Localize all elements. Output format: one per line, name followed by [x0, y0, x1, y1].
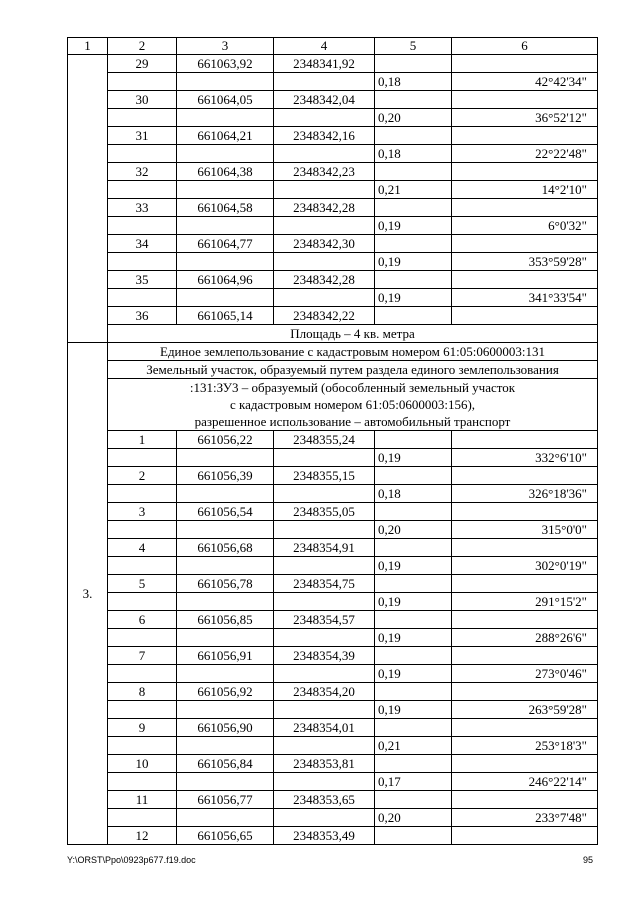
empty-cell [375, 91, 452, 109]
point-row [68, 755, 598, 773]
coordinate-y: 2348355,05 [274, 503, 375, 521]
segment-angle: 341°33'54" [452, 289, 598, 307]
empty-cell [375, 271, 452, 289]
column-header: 5 [375, 38, 452, 55]
segment-row [68, 181, 598, 199]
point-row [68, 827, 598, 845]
segment-distance: 0,21 [375, 737, 452, 755]
point-row [68, 719, 598, 737]
description-line: разрешенное использование – автомобильный транспорт [194, 414, 511, 429]
empty-cell [452, 539, 598, 557]
empty-cell [108, 809, 177, 827]
segment-angle: 36°52'12" [452, 109, 598, 127]
empty-cell [108, 593, 177, 611]
point-number: 36 [108, 307, 177, 325]
coordinate-y: 2348342,28 [274, 271, 375, 289]
point-number: 34 [108, 235, 177, 253]
segment-row [68, 485, 598, 503]
empty-cell [177, 73, 274, 91]
point-number: 29 [108, 55, 177, 73]
point-row [68, 611, 598, 629]
empty-cell [452, 55, 598, 73]
coordinate-x: 661064,05 [177, 91, 274, 109]
point-row [68, 271, 598, 289]
coordinate-x: 661056,78 [177, 575, 274, 593]
coordinate-x: 661056,65 [177, 827, 274, 845]
segment-row [68, 449, 598, 467]
coordinate-y: 2348342,16 [274, 127, 375, 145]
point-number: 12 [108, 827, 177, 845]
segment-angle: 273°0'46" [452, 665, 598, 683]
empty-cell [452, 575, 598, 593]
point-row [68, 575, 598, 593]
empty-cell [375, 791, 452, 809]
point-number: 6 [108, 611, 177, 629]
coordinate-x: 661056,39 [177, 467, 274, 485]
area-label: Площадь – 4 кв. метра [108, 325, 598, 343]
empty-cell [452, 127, 598, 145]
description-line: Земельный участок, образуемый путем раздела единого землепользования [108, 361, 597, 379]
point-row [68, 55, 598, 73]
segment-angle: 302°0'19" [452, 557, 598, 575]
segment-angle: 291°15'2" [452, 593, 598, 611]
segment-row [68, 289, 598, 307]
empty-cell [108, 253, 177, 271]
segment-angle: 22°22'48" [452, 145, 598, 163]
point-number: 31 [108, 127, 177, 145]
point-row [68, 163, 598, 181]
segment-angle: 288°26'6" [452, 629, 598, 647]
empty-cell [108, 737, 177, 755]
segment-row [68, 629, 598, 647]
empty-cell [375, 163, 452, 181]
segment-distance: 0,20 [375, 109, 452, 127]
segment-row [68, 737, 598, 755]
empty-cell [108, 109, 177, 127]
empty-cell [375, 719, 452, 737]
point-number: 11 [108, 791, 177, 809]
segment-distance: 0,19 [375, 557, 452, 575]
empty-cell [274, 485, 375, 503]
point-number: 3 [108, 503, 177, 521]
empty-cell [177, 217, 274, 235]
empty-cell [274, 809, 375, 827]
empty-cell [177, 521, 274, 539]
empty-cell [452, 163, 598, 181]
point-number: 8 [108, 683, 177, 701]
segment-row [68, 253, 598, 271]
segment-angle: 326°18'36" [452, 485, 598, 503]
coordinate-y: 2348354,20 [274, 683, 375, 701]
empty-cell [177, 557, 274, 575]
empty-cell [452, 791, 598, 809]
coordinate-y: 2348355,24 [274, 431, 375, 449]
coordinate-x: 661064,77 [177, 235, 274, 253]
coordinate-x: 661065,14 [177, 307, 274, 325]
coordinate-y: 2348355,15 [274, 467, 375, 485]
empty-cell [274, 521, 375, 539]
segment-distance: 0,19 [375, 449, 452, 467]
point-row [68, 683, 598, 701]
coordinate-x: 661056,90 [177, 719, 274, 737]
segment-distance: 0,21 [375, 181, 452, 199]
area-row [68, 325, 598, 343]
coordinate-y: 2348341,92 [274, 55, 375, 73]
empty-cell [375, 539, 452, 557]
point-row [68, 791, 598, 809]
empty-cell [452, 647, 598, 665]
coordinate-x: 661056,92 [177, 683, 274, 701]
empty-cell [274, 665, 375, 683]
empty-cell [452, 91, 598, 109]
coordinate-x: 661056,84 [177, 755, 274, 773]
empty-cell [452, 755, 598, 773]
segment-distance: 0,17 [375, 773, 452, 791]
empty-cell [177, 593, 274, 611]
point-row [68, 235, 598, 253]
point-row [68, 539, 598, 557]
segment-angle: 253°18'3" [452, 737, 598, 755]
empty-cell [177, 773, 274, 791]
empty-cell [108, 145, 177, 163]
empty-cell [452, 307, 598, 325]
segment-row [68, 773, 598, 791]
segment-row [68, 665, 598, 683]
empty-cell [274, 701, 375, 719]
point-row [68, 467, 598, 485]
empty-cell [274, 557, 375, 575]
segment-row [68, 809, 598, 827]
empty-cell [274, 73, 375, 91]
empty-cell [375, 307, 452, 325]
coordinate-x: 661064,38 [177, 163, 274, 181]
empty-cell [274, 449, 375, 467]
empty-cell [375, 127, 452, 145]
segment-row [68, 521, 598, 539]
empty-cell [375, 611, 452, 629]
empty-cell [108, 701, 177, 719]
coordinate-x: 661063,92 [177, 55, 274, 73]
empty-cell [452, 271, 598, 289]
coordinate-y: 2348342,04 [274, 91, 375, 109]
header-row [68, 38, 598, 55]
section-title: Единое землепользование с кадастровым номером 61:05:0600003:131 [108, 343, 598, 361]
empty-cell [452, 431, 598, 449]
empty-cell [177, 485, 274, 503]
segment-distance: 0,18 [375, 145, 452, 163]
empty-cell [274, 145, 375, 163]
segment-distance: 0,19 [375, 217, 452, 235]
empty-cell [274, 217, 375, 235]
segment-distance: 0,19 [375, 253, 452, 271]
point-number: 7 [108, 647, 177, 665]
page-number: 95 [583, 855, 594, 865]
empty-cell [177, 665, 274, 683]
coordinate-y: 2348342,22 [274, 307, 375, 325]
segment-distance: 0,19 [375, 289, 452, 307]
empty-cell [452, 235, 598, 253]
coordinate-x: 661056,91 [177, 647, 274, 665]
empty-cell [274, 593, 375, 611]
coordinates-table [67, 37, 598, 845]
coordinate-x: 661064,58 [177, 199, 274, 217]
coordinate-x: 661056,22 [177, 431, 274, 449]
column-header: 6 [452, 38, 598, 55]
coordinate-y: 2348342,23 [274, 163, 375, 181]
description-line: :131:ЗУ3 – образуемый (обособленный земельный участок [189, 380, 516, 395]
empty-cell [177, 737, 274, 755]
coordinate-y: 2348353,49 [274, 827, 375, 845]
point-number: 2 [108, 467, 177, 485]
empty-cell [274, 629, 375, 647]
segment-distance: 0,18 [375, 73, 452, 91]
empty-cell [177, 701, 274, 719]
segment-row [68, 145, 598, 163]
coordinate-y: 2348354,91 [274, 539, 375, 557]
point-row [68, 91, 598, 109]
coordinate-x: 661056,77 [177, 791, 274, 809]
coordinate-y: 2348353,81 [274, 755, 375, 773]
empty-cell [274, 109, 375, 127]
empty-cell [452, 467, 598, 485]
empty-cell [177, 289, 274, 307]
coordinate-x: 661056,68 [177, 539, 274, 557]
coordinate-x: 661056,54 [177, 503, 274, 521]
coordinate-y: 2348353,65 [274, 791, 375, 809]
empty-cell [108, 665, 177, 683]
empty-cell [375, 431, 452, 449]
coordinate-y: 2348354,75 [274, 575, 375, 593]
segment-angle: 332°6'10" [452, 449, 598, 467]
section-number: 3. [68, 343, 108, 845]
segment-angle: 353°59'28" [452, 253, 598, 271]
segment-angle: 14°2'10" [452, 181, 598, 199]
empty-cell [177, 109, 274, 127]
empty-cell [108, 773, 177, 791]
empty-cell [108, 521, 177, 539]
empty-cell [274, 737, 375, 755]
empty-cell [375, 503, 452, 521]
point-number: 5 [108, 575, 177, 593]
empty-cell [375, 199, 452, 217]
segment-angle: 315°0'0" [452, 521, 598, 539]
point-number: 32 [108, 163, 177, 181]
segment-row [68, 593, 598, 611]
point-number: 33 [108, 199, 177, 217]
empty-cell [108, 217, 177, 235]
point-row [68, 127, 598, 145]
empty-cell [274, 253, 375, 271]
coordinate-x: 661064,21 [177, 127, 274, 145]
coordinate-y: 2348342,30 [274, 235, 375, 253]
coordinate-y: 2348342,28 [274, 199, 375, 217]
segment-distance: 0,20 [375, 521, 452, 539]
point-row [68, 647, 598, 665]
point-number: 4 [108, 539, 177, 557]
empty-cell [375, 467, 452, 485]
empty-cell [375, 683, 452, 701]
description-line: с кадастровым номером 61:05:0600003:156), [229, 397, 476, 412]
empty-cell [177, 145, 274, 163]
point-row [68, 307, 598, 325]
section-description-row [68, 361, 598, 431]
file-path: Y:\ORST\Ppo\0923p677.f19.doc [67, 855, 196, 865]
coordinate-y: 2348354,01 [274, 719, 375, 737]
segment-angle: 42°42'34" [452, 73, 598, 91]
empty-cell [274, 773, 375, 791]
point-number: 1 [108, 431, 177, 449]
segment-row [68, 557, 598, 575]
empty-cell [108, 181, 177, 199]
coordinate-y: 2348354,39 [274, 647, 375, 665]
point-number: 35 [108, 271, 177, 289]
empty-cell [452, 611, 598, 629]
segment-angle: 263°59'28" [452, 701, 598, 719]
segment-distance: 0,19 [375, 665, 452, 683]
empty-cell [375, 235, 452, 253]
column-header: 4 [274, 38, 375, 55]
empty-cell [375, 827, 452, 845]
empty-cell [375, 55, 452, 73]
segment-angle: 6°0'32" [452, 217, 598, 235]
empty-cell [108, 557, 177, 575]
column-header: 2 [108, 38, 177, 55]
empty-cell [108, 485, 177, 503]
empty-cell [452, 199, 598, 217]
segment-distance: 0,20 [375, 809, 452, 827]
segment-angle: 233°7'48" [452, 809, 598, 827]
segment-distance: 0,18 [375, 485, 452, 503]
empty-cell [108, 73, 177, 91]
section-number-cell [68, 55, 108, 343]
segment-angle: 246°22'14" [452, 773, 598, 791]
empty-cell [177, 253, 274, 271]
coordinate-x: 661056,85 [177, 611, 274, 629]
empty-cell [274, 289, 375, 307]
coordinate-x: 661064,96 [177, 271, 274, 289]
segment-row [68, 109, 598, 127]
segment-row [68, 73, 598, 91]
segment-row [68, 701, 598, 719]
coordinate-y: 2348354,57 [274, 611, 375, 629]
empty-cell [177, 181, 274, 199]
empty-cell [452, 683, 598, 701]
segment-distance: 0,19 [375, 701, 452, 719]
empty-cell [274, 181, 375, 199]
empty-cell [108, 629, 177, 647]
empty-cell [177, 809, 274, 827]
segment-row [68, 217, 598, 235]
segment-distance: 0,19 [375, 593, 452, 611]
point-row [68, 431, 598, 449]
column-header: 1 [68, 38, 108, 55]
point-number: 10 [108, 755, 177, 773]
empty-cell [177, 629, 274, 647]
empty-cell [375, 575, 452, 593]
column-header: 3 [177, 38, 274, 55]
empty-cell [108, 289, 177, 307]
empty-cell [452, 827, 598, 845]
point-row [68, 503, 598, 521]
segment-distance: 0,19 [375, 629, 452, 647]
empty-cell [375, 755, 452, 773]
empty-cell [452, 503, 598, 521]
empty-cell [452, 719, 598, 737]
point-number: 9 [108, 719, 177, 737]
section-title-row [68, 343, 598, 361]
empty-cell [177, 449, 274, 467]
point-number: 30 [108, 91, 177, 109]
empty-cell [375, 647, 452, 665]
empty-cell [108, 449, 177, 467]
point-row [68, 199, 598, 217]
section-description [108, 361, 598, 431]
